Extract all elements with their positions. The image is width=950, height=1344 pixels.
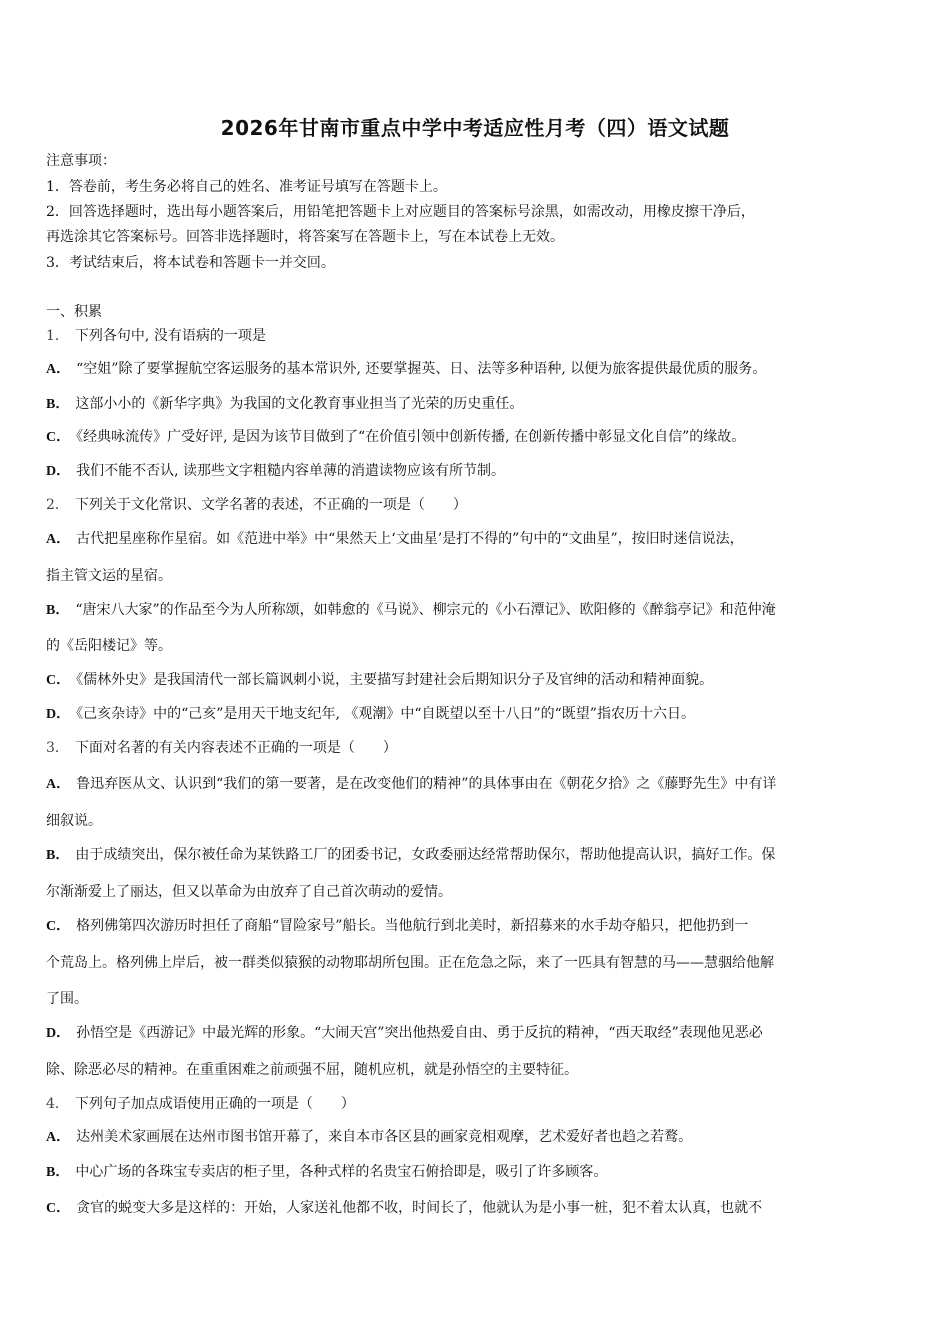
option-label: D． bbox=[46, 707, 71, 722]
q2-option-c bbox=[46, 671, 713, 690]
option-label: A． bbox=[46, 1130, 71, 1145]
option-label: B． bbox=[46, 397, 70, 412]
page-title: 2026年甘南市重点中学中考适应性月考（四）语文试题 bbox=[220, 116, 730, 140]
q2-option-b bbox=[46, 601, 776, 620]
option-text: 这部小小的《新华字典》为我国的文化教育事业担当了光荣的历史重任。 bbox=[75, 396, 524, 412]
option-label: C． bbox=[46, 673, 71, 688]
question-1-stem bbox=[46, 327, 266, 345]
notice-item: 再选涂其它答案标号。回答非选择题时，将答案写在答题卡上，写在本试卷上无效。 bbox=[46, 229, 564, 245]
q4-option-b bbox=[46, 1163, 607, 1182]
option-label: C． bbox=[46, 430, 71, 445]
q1-option-b bbox=[46, 395, 523, 414]
q1-option-c bbox=[46, 428, 745, 447]
q3-option-d bbox=[46, 1024, 763, 1043]
option-text: 《己亥杂诗》中的“己亥”是用天干地支纪年, 《观潮》中“自既望以至十八日”的“既望”指农历十六日。 bbox=[76, 706, 695, 722]
option-text: 贪官的蜕变大多是这样的：开始，人家送礼他都不收，时间长了，他就认为是小事一桩，犯不着太认真，也就不 bbox=[76, 1200, 763, 1216]
q4-option-a bbox=[46, 1128, 692, 1147]
option-label: A． bbox=[46, 532, 71, 547]
option-text: 我们不能不否认, 读那些文字粗糙内容单薄的消遣读物应该有所节制。 bbox=[76, 463, 506, 479]
q3-option-d-continued: 除、除恶必尽的精神。在重重困难之前顽强不屈，随机应机，就是孙悟空的主要特征。 bbox=[46, 1062, 578, 1078]
question-number: 3． bbox=[46, 740, 69, 756]
question-3-stem bbox=[46, 739, 397, 757]
q2-option-a bbox=[46, 530, 744, 549]
option-text: 达州美术家画展在达州市图书馆开幕了，来自本市各区县的画家竞相观摩，艺术爱好者也趋之若鹜。 bbox=[76, 1129, 693, 1145]
q3-option-c bbox=[46, 917, 748, 936]
q2-option-d bbox=[46, 705, 695, 724]
question-2-stem bbox=[46, 496, 467, 514]
option-label: B． bbox=[46, 848, 70, 863]
option-text: “空姐”除了要掌握航空客运服务的基本常识外, 还要掌握英、日、法等多种语种, 以便为旅客提供最优质的服务。 bbox=[76, 361, 767, 377]
option-text: 鲁迅弃医从文、认识到“我们的第一要著，是在改变他们的精神”的具体事由在《朝花夕拾》之《藤野先生》中有详 bbox=[76, 776, 777, 792]
q4-option-c bbox=[46, 1199, 762, 1218]
option-text: 《经典咏流传》广受好评, 是因为该节目做到了“在价值引领中创新传播, 在创新传播中彰显文化自信”的缘故。 bbox=[76, 429, 746, 445]
option-label: C． bbox=[46, 919, 71, 934]
q3-option-a bbox=[46, 775, 776, 794]
q3-option-b-continued: 尔渐渐爱上了丽达，但又以革命为由放弃了自己首次萌动的爱情。 bbox=[46, 884, 452, 900]
option-text: 由于成绩突出，保尔被任命为某铁路工厂的团委书记，女政委丽达经常帮助保尔，帮助他提高认识，搞好工作。保 bbox=[75, 847, 776, 863]
option-label: B． bbox=[46, 603, 70, 618]
notice-item: 3．考试结束后，将本试卷和答题卡一并交回。 bbox=[46, 255, 335, 271]
option-label: C． bbox=[46, 1201, 71, 1216]
option-text: 《儒林外史》是我国清代一部长篇讽刺小说，主要描写封建社会后期知识分子及官绅的活动和精神面貌。 bbox=[76, 672, 714, 688]
q3-option-c-continued: 个荒岛上。格列佛上岸后，被一群类似猿猴的动物耶胡所包围。正在危急之际，来了一匹具有智慧的马——慧骃给他解 bbox=[46, 955, 774, 971]
option-text: 格列佛第四次游历时担任了商船“冒险家号”船长。当他航行到北美时，新招募来的水手劫夺船只，把他扔到一 bbox=[76, 918, 749, 934]
option-label: A． bbox=[46, 777, 71, 792]
notice-item: 2．回答选择题时，选出每小题答案后，用铅笔把答题卡上对应题目的答案标号涂黑，如需改动，用橡皮擦干净后， bbox=[46, 204, 755, 220]
q2-option-a-continued: 指主管文运的星宿。 bbox=[46, 568, 172, 584]
option-text: “唐宋八大家”的作品至今为人所称颂，如韩愈的《马说》、柳宗元的《小石潭记》、欧阳修的《醉翁亭记》和范仲淹 bbox=[75, 602, 776, 618]
notice-heading: 注意事项： bbox=[46, 153, 116, 169]
q3-option-a-continued: 细叙说。 bbox=[46, 813, 102, 829]
option-text: 孙悟空是《西游记》中最光辉的形象。“大闹天宫”突出他热爱自由、勇于反抗的精神，“西天取经”表现他见恶必 bbox=[76, 1025, 763, 1041]
option-text: 中心广场的各珠宝专卖店的柜子里，各种式样的名贵宝石俯拾即是，吸引了许多顾客。 bbox=[75, 1164, 608, 1180]
option-label: A． bbox=[46, 362, 71, 377]
q2-option-b-continued: 的《岳阳楼记》等。 bbox=[46, 638, 172, 654]
option-label: D． bbox=[46, 1026, 71, 1041]
question-number: 4． bbox=[46, 1096, 69, 1112]
section-heading: 一、积累 bbox=[46, 304, 102, 320]
option-label: B． bbox=[46, 1165, 70, 1180]
question-number: 1． bbox=[46, 328, 69, 344]
question-number: 2． bbox=[46, 497, 69, 513]
q1-option-a bbox=[46, 360, 766, 379]
notice-item: 1．答卷前，考生务必将自己的姓名、准考证号填写在答题卡上。 bbox=[46, 179, 447, 195]
q3-option-b bbox=[46, 846, 775, 865]
question-text: 下面对名著的有关内容表述不正确的一项是（ ） bbox=[74, 740, 397, 756]
question-4-stem bbox=[46, 1095, 355, 1113]
question-text: 下列关于文化常识、文学名著的表述，不正确的一项是（ ） bbox=[74, 497, 467, 513]
question-text: 下列句子加点成语使用正确的一项是（ ） bbox=[74, 1096, 355, 1112]
question-text: 下列各句中, 没有语病的一项是 bbox=[74, 328, 266, 344]
option-text: 古代把星座称作星宿。如《范进中举》中“果然天上‘文曲星’是打不得的”句中的“文曲星”，按旧时迷信说法， bbox=[76, 531, 744, 547]
option-label: D． bbox=[46, 464, 71, 479]
q1-option-d bbox=[46, 462, 505, 481]
q3-option-c-continued: 了围。 bbox=[46, 991, 88, 1007]
